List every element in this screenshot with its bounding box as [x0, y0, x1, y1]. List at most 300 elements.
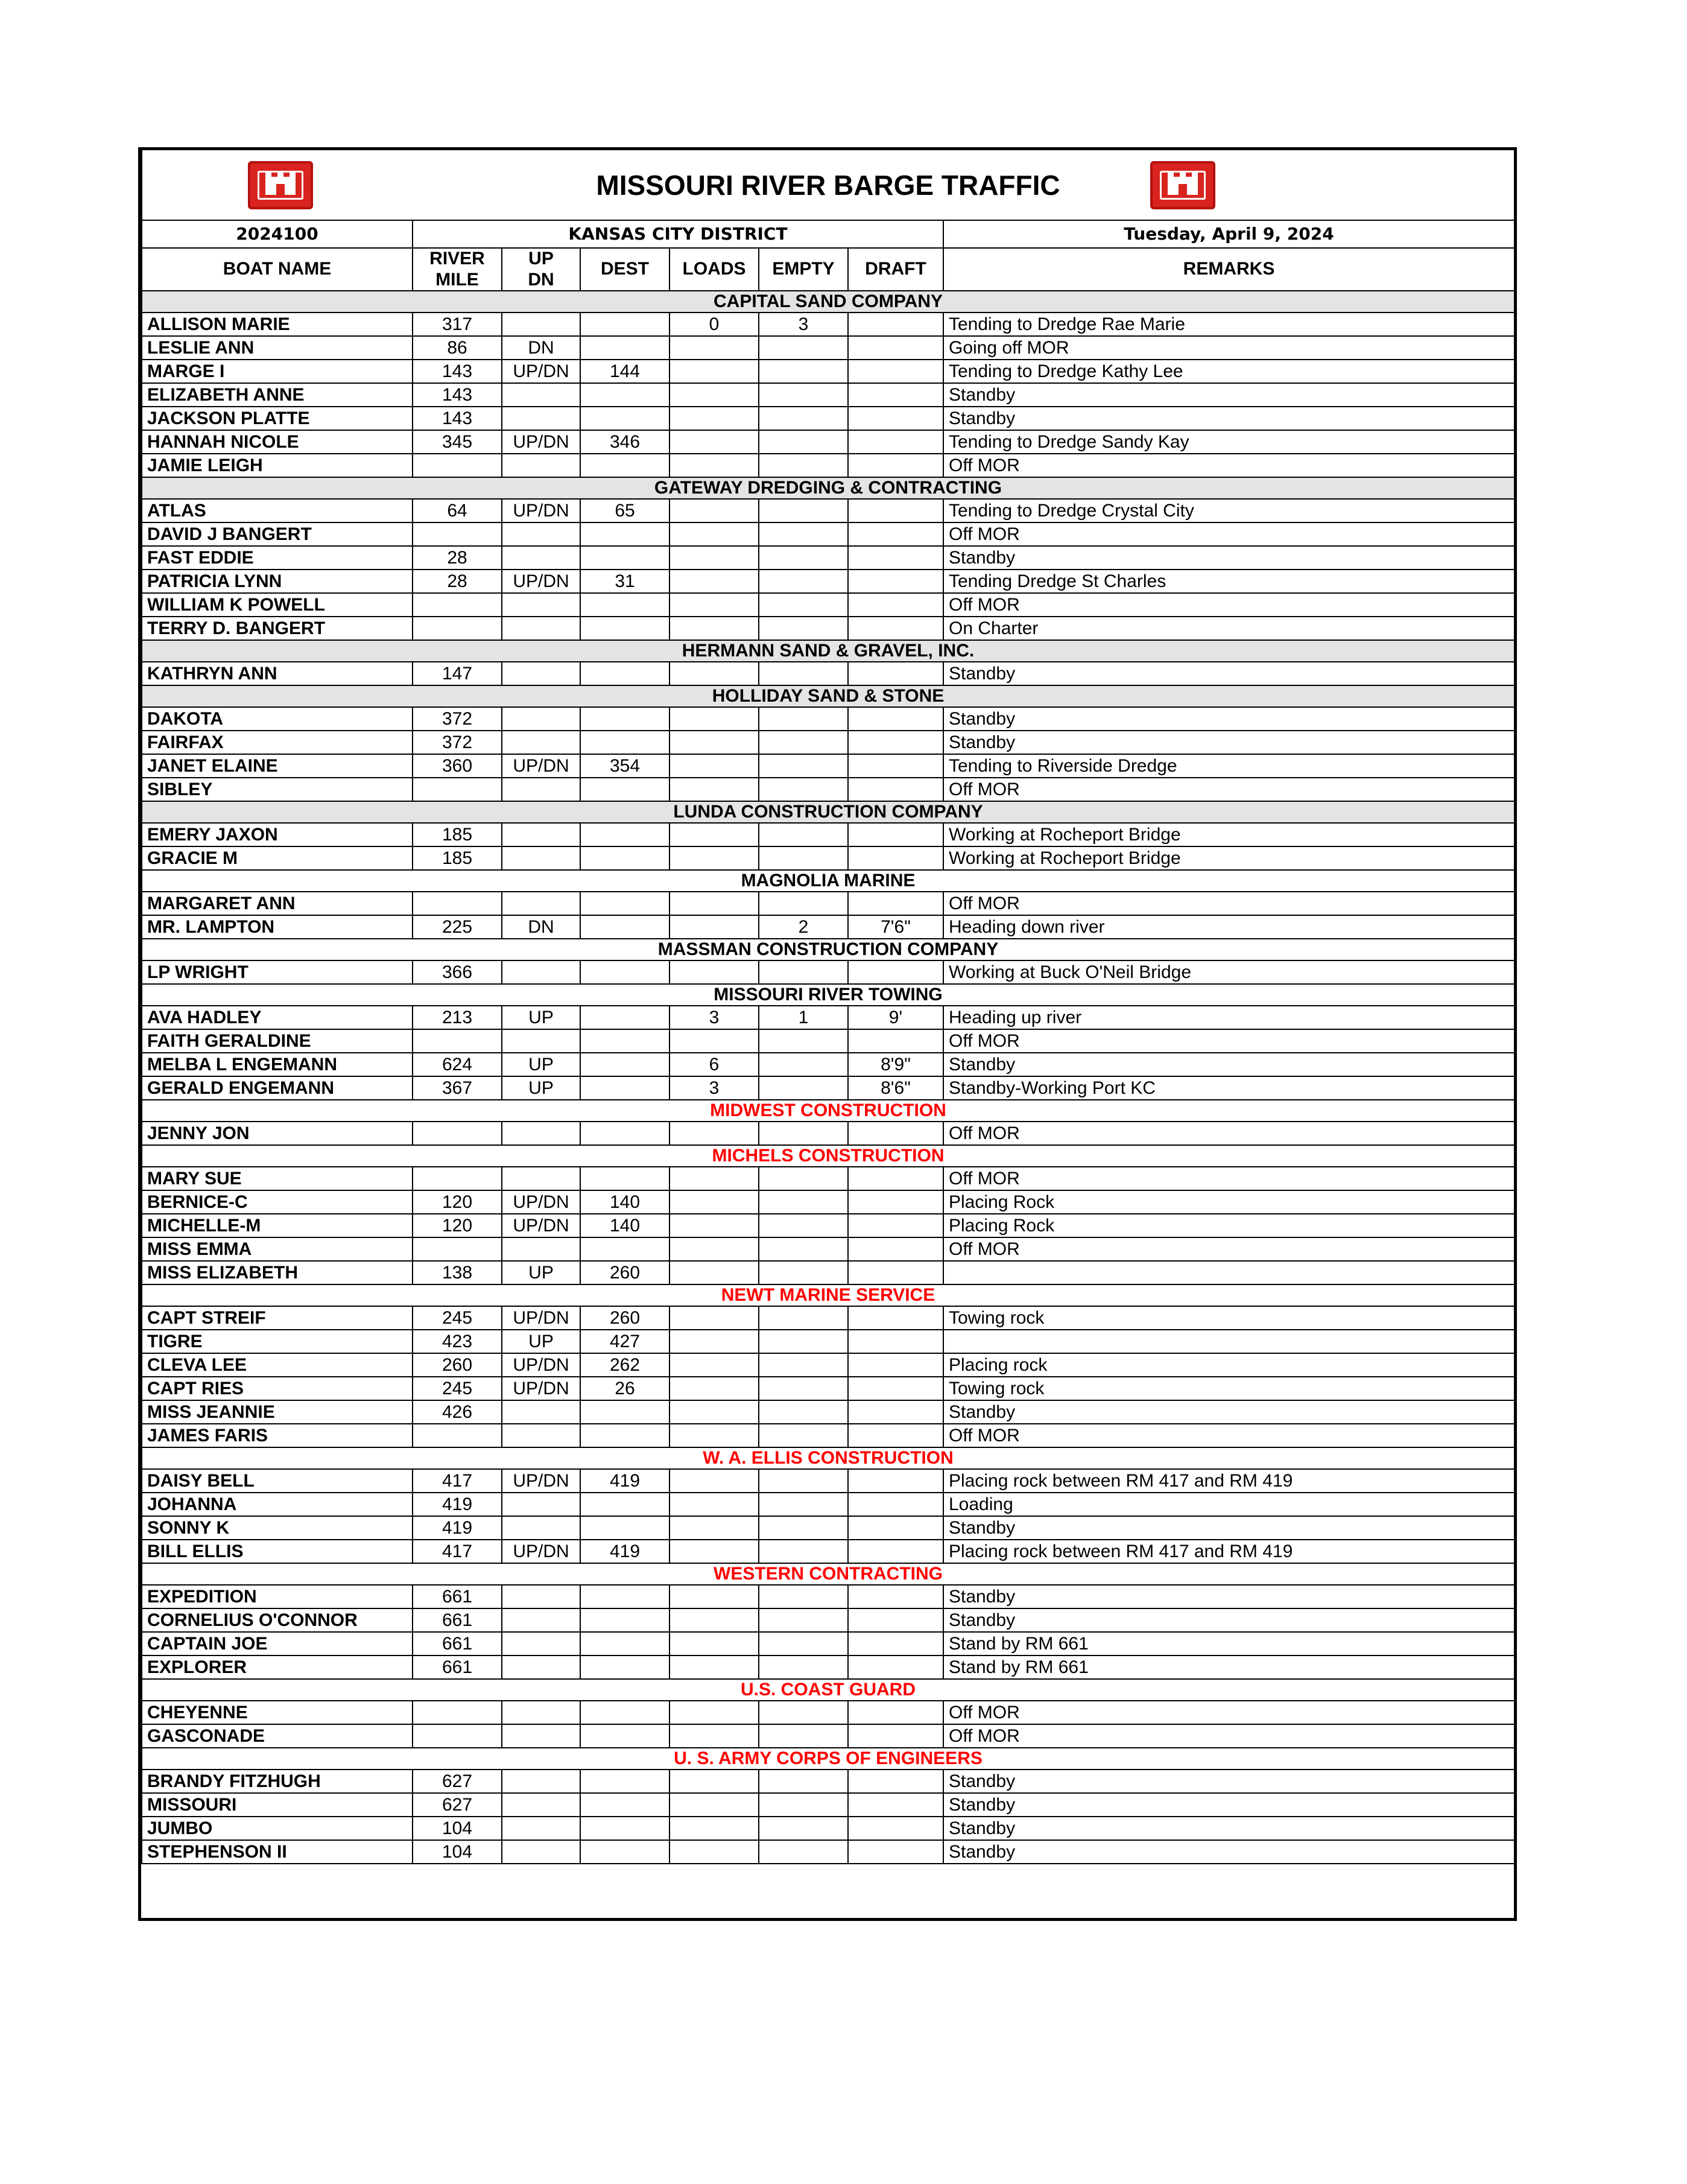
- river-mile-cell: 426: [413, 1400, 502, 1424]
- company-group-header: CAPITAL SAND COMPANY: [142, 291, 1515, 313]
- loads-cell: [669, 430, 759, 454]
- up-dn-cell: UP: [502, 1330, 580, 1353]
- river-mile-cell: [413, 1701, 502, 1724]
- empty-cell: [759, 407, 848, 430]
- col-dest: DEST: [580, 248, 669, 291]
- remarks-cell: Standby: [943, 731, 1515, 754]
- empty-cell: [759, 1516, 848, 1540]
- dest-cell: 419: [580, 1469, 669, 1493]
- up-dn-cell: [502, 1724, 580, 1748]
- empty-cell: [759, 1424, 848, 1447]
- draft-cell: [848, 499, 943, 522]
- table-row: [142, 1793, 1515, 1817]
- empty-cell: [759, 336, 848, 360]
- draft-cell: [848, 1608, 943, 1632]
- empty-cell: [759, 1237, 848, 1261]
- table-row: [142, 617, 1515, 640]
- draft-cell: [848, 1655, 943, 1679]
- up-dn-cell: UP: [502, 1261, 580, 1284]
- loads-cell: [669, 960, 759, 984]
- empty-cell: [759, 570, 848, 593]
- dest-cell: [580, 1006, 669, 1029]
- boat-name-cell: DAKOTA: [142, 707, 413, 731]
- remarks-cell: Off MOR: [943, 454, 1515, 477]
- table-row: [142, 1190, 1515, 1214]
- draft-cell: [848, 1400, 943, 1424]
- draft-cell: [848, 1029, 943, 1053]
- dest-cell: [580, 1400, 669, 1424]
- up-dn-cell: [502, 707, 580, 731]
- loads-cell: [669, 1029, 759, 1053]
- draft-cell: 9': [848, 1006, 943, 1029]
- boat-name-cell: AVA HADLEY: [142, 1006, 413, 1029]
- up-dn-cell: [502, 778, 580, 801]
- river-mile-cell: 345: [413, 430, 502, 454]
- col-river-mile-line1: RIVER: [429, 249, 485, 268]
- boat-name-cell: CAPT RIES: [142, 1377, 413, 1400]
- dest-cell: 260: [580, 1306, 669, 1330]
- up-dn-cell: DN: [502, 915, 580, 939]
- boat-name-cell: JANET ELAINE: [142, 754, 413, 778]
- river-mile-cell: [413, 1424, 502, 1447]
- draft-cell: [848, 1540, 943, 1563]
- table-row: [142, 336, 1515, 360]
- remarks-cell: Tending to Riverside Dredge: [943, 754, 1515, 778]
- loads-cell: [669, 1469, 759, 1493]
- river-mile-cell: 143: [413, 360, 502, 383]
- loads-cell: [669, 570, 759, 593]
- draft-cell: [848, 570, 943, 593]
- loads-cell: [669, 1632, 759, 1655]
- draft-cell: [848, 1330, 943, 1353]
- up-dn-cell: UP/DN: [502, 1353, 580, 1377]
- draft-cell: [848, 1770, 943, 1793]
- table-row: [142, 1237, 1515, 1261]
- col-loads: LOADS: [669, 248, 759, 291]
- empty-cell: [759, 522, 848, 546]
- draft-cell: [848, 1724, 943, 1748]
- loads-cell: [669, 1493, 759, 1516]
- loads-cell: [669, 1353, 759, 1377]
- draft-cell: 8'6": [848, 1076, 943, 1100]
- empty-cell: [759, 546, 848, 570]
- dest-cell: [580, 960, 669, 984]
- empty-cell: [759, 1190, 848, 1214]
- dest-cell: 419: [580, 1540, 669, 1563]
- remarks-cell: Off MOR: [943, 522, 1515, 546]
- table-row: [142, 407, 1515, 430]
- draft-cell: [848, 1306, 943, 1330]
- up-dn-cell: [502, 1632, 580, 1655]
- river-mile-cell: 86: [413, 336, 502, 360]
- dest-cell: 427: [580, 1330, 669, 1353]
- table-row: [142, 1122, 1515, 1145]
- boat-name-cell: MARGE I: [142, 360, 413, 383]
- river-mile-cell: 245: [413, 1306, 502, 1330]
- col-remarks: REMARKS: [943, 248, 1515, 291]
- table-row: [142, 1724, 1515, 1748]
- draft-cell: [848, 1493, 943, 1516]
- boat-name-cell: LP WRIGHT: [142, 960, 413, 984]
- boat-name-cell: GRACIE M: [142, 846, 413, 870]
- loads-cell: 3: [669, 1076, 759, 1100]
- company-group-header: LUNDA CONSTRUCTION COMPANY: [142, 801, 1515, 823]
- empty-cell: [759, 731, 848, 754]
- river-mile-cell: 213: [413, 1006, 502, 1029]
- remarks-cell: Off MOR: [943, 1122, 1515, 1145]
- table-row: [142, 1424, 1515, 1447]
- river-mile-cell: 624: [413, 1053, 502, 1076]
- remarks-cell: Working at Buck O'Neil Bridge: [943, 960, 1515, 984]
- draft-cell: [848, 593, 943, 617]
- table-row: [142, 499, 1515, 522]
- draft-cell: [848, 407, 943, 430]
- river-mile-cell: 260: [413, 1353, 502, 1377]
- barge-traffic-sheet: [138, 147, 1517, 1921]
- dest-cell: [580, 1608, 669, 1632]
- draft-cell: [848, 1793, 943, 1817]
- up-dn-cell: [502, 1516, 580, 1540]
- table-row: [142, 662, 1515, 685]
- table-row: [142, 754, 1515, 778]
- table-row: [142, 1701, 1515, 1724]
- river-mile-cell: 317: [413, 313, 502, 336]
- boat-name-cell: JAMIE LEIGH: [142, 454, 413, 477]
- draft-cell: [848, 336, 943, 360]
- remarks-cell: Standby: [943, 1585, 1515, 1608]
- boat-name-cell: WILLIAM K POWELL: [142, 593, 413, 617]
- table-row: [142, 846, 1515, 870]
- boat-name-cell: CAPT STREIF: [142, 1306, 413, 1330]
- river-mile-cell: 417: [413, 1469, 502, 1493]
- up-dn-cell: UP: [502, 1076, 580, 1100]
- empty-cell: [759, 1400, 848, 1424]
- dest-cell: [580, 1701, 669, 1724]
- dest-cell: [580, 1029, 669, 1053]
- empty-cell: [759, 778, 848, 801]
- empty-cell: [759, 1122, 848, 1145]
- col-boat-name: BOAT NAME: [142, 248, 413, 291]
- draft-cell: [848, 522, 943, 546]
- table-row: [142, 731, 1515, 754]
- empty-cell: [759, 1585, 848, 1608]
- river-mile-cell: [413, 1167, 502, 1190]
- river-mile-cell: 661: [413, 1608, 502, 1632]
- dest-cell: [580, 313, 669, 336]
- company-group-header: NEWT MARINE SERVICE: [142, 1284, 1515, 1306]
- up-dn-cell: [502, 383, 580, 407]
- draft-cell: [848, 1840, 943, 1864]
- empty-cell: [759, 1540, 848, 1563]
- company-group-header: W. A. ELLIS CONSTRUCTION: [142, 1447, 1515, 1469]
- dest-cell: 354: [580, 754, 669, 778]
- boat-name-cell: PATRICIA LYNN: [142, 570, 413, 593]
- up-dn-cell: [502, 846, 580, 870]
- boat-name-cell: EXPEDITION: [142, 1585, 413, 1608]
- empty-cell: [759, 1770, 848, 1793]
- up-dn-cell: [502, 960, 580, 984]
- company-group-header: MISSOURI RIVER TOWING: [142, 984, 1515, 1006]
- loads-cell: [669, 1190, 759, 1214]
- dest-cell: [580, 707, 669, 731]
- loads-cell: [669, 1608, 759, 1632]
- dest-cell: [580, 1770, 669, 1793]
- loads-cell: [669, 915, 759, 939]
- boat-name-cell: MISS EMMA: [142, 1237, 413, 1261]
- col-draft: DRAFT: [848, 248, 943, 291]
- boat-name-cell: ALLISON MARIE: [142, 313, 413, 336]
- remarks-cell: Standby: [943, 1608, 1515, 1632]
- table-row: [142, 1006, 1515, 1029]
- empty-cell: [759, 1353, 848, 1377]
- table-row: [142, 1306, 1515, 1330]
- river-mile-cell: 28: [413, 570, 502, 593]
- empty-cell: [759, 454, 848, 477]
- loads-cell: [669, 707, 759, 731]
- table-row: [142, 1608, 1515, 1632]
- table-row: [142, 1377, 1515, 1400]
- remarks-cell: Standby: [943, 1817, 1515, 1840]
- remarks-cell: Standby: [943, 1053, 1515, 1076]
- draft-cell: [848, 960, 943, 984]
- loads-cell: [669, 499, 759, 522]
- report-title-cell: [142, 150, 1515, 220]
- up-dn-cell: UP/DN: [502, 570, 580, 593]
- remarks-cell: Standby: [943, 407, 1515, 430]
- up-dn-cell: [502, 662, 580, 685]
- draft-cell: [848, 1469, 943, 1493]
- river-mile-cell: 147: [413, 662, 502, 685]
- boat-name-cell: CORNELIUS O'CONNOR: [142, 1608, 413, 1632]
- table-row: [142, 1770, 1515, 1793]
- up-dn-cell: UP/DN: [502, 430, 580, 454]
- loads-cell: [669, 1724, 759, 1748]
- table-row: [142, 593, 1515, 617]
- remarks-cell: Standby-Working Port KC: [943, 1076, 1515, 1100]
- draft-cell: [848, 707, 943, 731]
- remarks-cell: Standby: [943, 1400, 1515, 1424]
- loads-cell: [669, 1214, 759, 1237]
- boat-name-cell: STEPHENSON II: [142, 1840, 413, 1864]
- river-mile-cell: 423: [413, 1330, 502, 1353]
- up-dn-cell: UP/DN: [502, 1469, 580, 1493]
- dest-cell: [580, 383, 669, 407]
- loads-cell: [669, 892, 759, 915]
- loads-cell: [669, 778, 759, 801]
- dest-cell: [580, 1793, 669, 1817]
- remarks-cell: Tending to Dredge Sandy Kay: [943, 430, 1515, 454]
- remarks-cell: [943, 1261, 1515, 1284]
- river-mile-cell: 366: [413, 960, 502, 984]
- remarks-cell: Working at Rocheport Bridge: [943, 823, 1515, 846]
- river-mile-cell: [413, 593, 502, 617]
- boat-name-cell: HANNAH NICOLE: [142, 430, 413, 454]
- remarks-cell: Off MOR: [943, 1029, 1515, 1053]
- remarks-cell: Standby: [943, 662, 1515, 685]
- empty-cell: [759, 1029, 848, 1053]
- dest-cell: 65: [580, 499, 669, 522]
- company-group-header: U. S. ARMY CORPS OF ENGINEERS: [142, 1748, 1515, 1770]
- loads-cell: [669, 407, 759, 430]
- table-row: [142, 313, 1515, 336]
- river-mile-cell: [413, 778, 502, 801]
- remarks-cell: Off MOR: [943, 1724, 1515, 1748]
- empty-cell: [759, 360, 848, 383]
- loads-cell: [669, 662, 759, 685]
- draft-cell: [848, 1122, 943, 1145]
- up-dn-cell: UP/DN: [502, 1306, 580, 1330]
- boat-name-cell: DAVID J BANGERT: [142, 522, 413, 546]
- empty-cell: [759, 754, 848, 778]
- remarks-cell: Heading down river: [943, 915, 1515, 939]
- dest-cell: [580, 1585, 669, 1608]
- loads-cell: [669, 1770, 759, 1793]
- draft-cell: 7'6": [848, 915, 943, 939]
- loads-cell: [669, 731, 759, 754]
- river-mile-cell: [413, 522, 502, 546]
- empty-cell: [759, 1306, 848, 1330]
- up-dn-cell: UP/DN: [502, 360, 580, 383]
- empty-cell: [759, 846, 848, 870]
- boat-name-cell: GASCONADE: [142, 1724, 413, 1748]
- river-mile-cell: 185: [413, 823, 502, 846]
- company-group-header: HERMANN SAND & GRAVEL, INC.: [142, 640, 1515, 662]
- boat-name-cell: FAST EDDIE: [142, 546, 413, 570]
- empty-cell: 2: [759, 915, 848, 939]
- empty-cell: [759, 1793, 848, 1817]
- boat-name-cell: TIGRE: [142, 1330, 413, 1353]
- col-river-mile-line2: MILE: [435, 269, 479, 290]
- up-dn-cell: [502, 1770, 580, 1793]
- loads-cell: 0: [669, 313, 759, 336]
- empty-cell: [759, 1701, 848, 1724]
- remarks-cell: Off MOR: [943, 1424, 1515, 1447]
- table-row: [142, 383, 1515, 407]
- company-group-header: HOLLIDAY SAND & STONE: [142, 685, 1515, 707]
- boat-name-cell: MICHELLE-M: [142, 1214, 413, 1237]
- boat-name-cell: FAITH GERALDINE: [142, 1029, 413, 1053]
- remarks-cell: Standby: [943, 1770, 1515, 1793]
- remarks-cell: Off MOR: [943, 1167, 1515, 1190]
- empty-cell: [759, 892, 848, 915]
- river-mile-cell: 417: [413, 1540, 502, 1563]
- up-dn-cell: UP: [502, 1053, 580, 1076]
- report-title: MISSOURI RIVER BARGE TRAFFIC: [596, 169, 1060, 201]
- remarks-cell: Stand by RM 661: [943, 1632, 1515, 1655]
- loads-cell: [669, 1306, 759, 1330]
- river-mile-cell: 225: [413, 915, 502, 939]
- boat-name-cell: MELBA L ENGEMANN: [142, 1053, 413, 1076]
- loads-cell: [669, 593, 759, 617]
- dest-cell: [580, 915, 669, 939]
- dest-cell: 260: [580, 1261, 669, 1284]
- draft-cell: [848, 823, 943, 846]
- loads-cell: [669, 846, 759, 870]
- loads-cell: [669, 1261, 759, 1284]
- remarks-cell: Placing Rock: [943, 1190, 1515, 1214]
- remarks-cell: On Charter: [943, 617, 1515, 640]
- remarks-cell: Loading: [943, 1493, 1515, 1516]
- draft-cell: [848, 754, 943, 778]
- remarks-cell: Standby: [943, 1793, 1515, 1817]
- river-mile-cell: 419: [413, 1516, 502, 1540]
- draft-cell: [848, 454, 943, 477]
- dest-cell: [580, 1840, 669, 1864]
- table-row: [142, 546, 1515, 570]
- draft-cell: [848, 731, 943, 754]
- remarks-cell: Going off MOR: [943, 336, 1515, 360]
- river-mile-cell: 661: [413, 1585, 502, 1608]
- loads-cell: [669, 1122, 759, 1145]
- draft-cell: [848, 1167, 943, 1190]
- remarks-cell: Towing rock: [943, 1306, 1515, 1330]
- river-mile-cell: 419: [413, 1493, 502, 1516]
- table-row: [142, 1053, 1515, 1076]
- table-row: [142, 823, 1515, 846]
- loads-cell: [669, 1840, 759, 1864]
- remarks-cell: Standby: [943, 1516, 1515, 1540]
- loads-cell: 6: [669, 1053, 759, 1076]
- boat-name-cell: JAMES FARIS: [142, 1424, 413, 1447]
- table-row: [142, 1214, 1515, 1237]
- empty-cell: [759, 1632, 848, 1655]
- up-dn-cell: [502, 407, 580, 430]
- boat-name-cell: KATHRYN ANN: [142, 662, 413, 685]
- report-date: Tuesday, April 9, 2024: [943, 220, 1515, 248]
- table-row: [142, 1516, 1515, 1540]
- draft-cell: [848, 1701, 943, 1724]
- dest-cell: [580, 1076, 669, 1100]
- boat-name-cell: MISS ELIZABETH: [142, 1261, 413, 1284]
- dest-cell: [580, 1424, 669, 1447]
- remarks-cell: Heading up river: [943, 1006, 1515, 1029]
- river-mile-cell: [413, 892, 502, 915]
- loads-cell: [669, 1330, 759, 1353]
- up-dn-cell: [502, 1029, 580, 1053]
- boat-name-cell: LESLIE ANN: [142, 336, 413, 360]
- company-group-header: U.S. COAST GUARD: [142, 1679, 1515, 1701]
- river-mile-cell: 120: [413, 1214, 502, 1237]
- dest-cell: [580, 1724, 669, 1748]
- boat-name-cell: MISSOURI: [142, 1793, 413, 1817]
- up-dn-cell: [502, 1840, 580, 1864]
- boat-name-cell: MARGARET ANN: [142, 892, 413, 915]
- empty-cell: [759, 1469, 848, 1493]
- dest-cell: 262: [580, 1353, 669, 1377]
- empty-cell: [759, 430, 848, 454]
- draft-cell: [848, 430, 943, 454]
- draft-cell: [848, 1353, 943, 1377]
- loads-cell: [669, 546, 759, 570]
- loads-cell: [669, 1701, 759, 1724]
- empty-cell: [759, 499, 848, 522]
- remarks-cell: [943, 1330, 1515, 1353]
- boat-name-cell: SONNY K: [142, 1516, 413, 1540]
- dest-cell: [580, 522, 669, 546]
- empty-cell: [759, 383, 848, 407]
- table-row: [142, 1261, 1515, 1284]
- loads-cell: [669, 1817, 759, 1840]
- table-row: [142, 707, 1515, 731]
- loads-cell: [669, 754, 759, 778]
- empty-cell: [759, 707, 848, 731]
- river-mile-cell: 143: [413, 383, 502, 407]
- river-mile-cell: 661: [413, 1655, 502, 1679]
- dest-cell: [580, 778, 669, 801]
- river-mile-cell: [413, 1724, 502, 1748]
- boat-name-cell: GERALD ENGEMANN: [142, 1076, 413, 1100]
- remarks-cell: Working at Rocheport Bridge: [943, 846, 1515, 870]
